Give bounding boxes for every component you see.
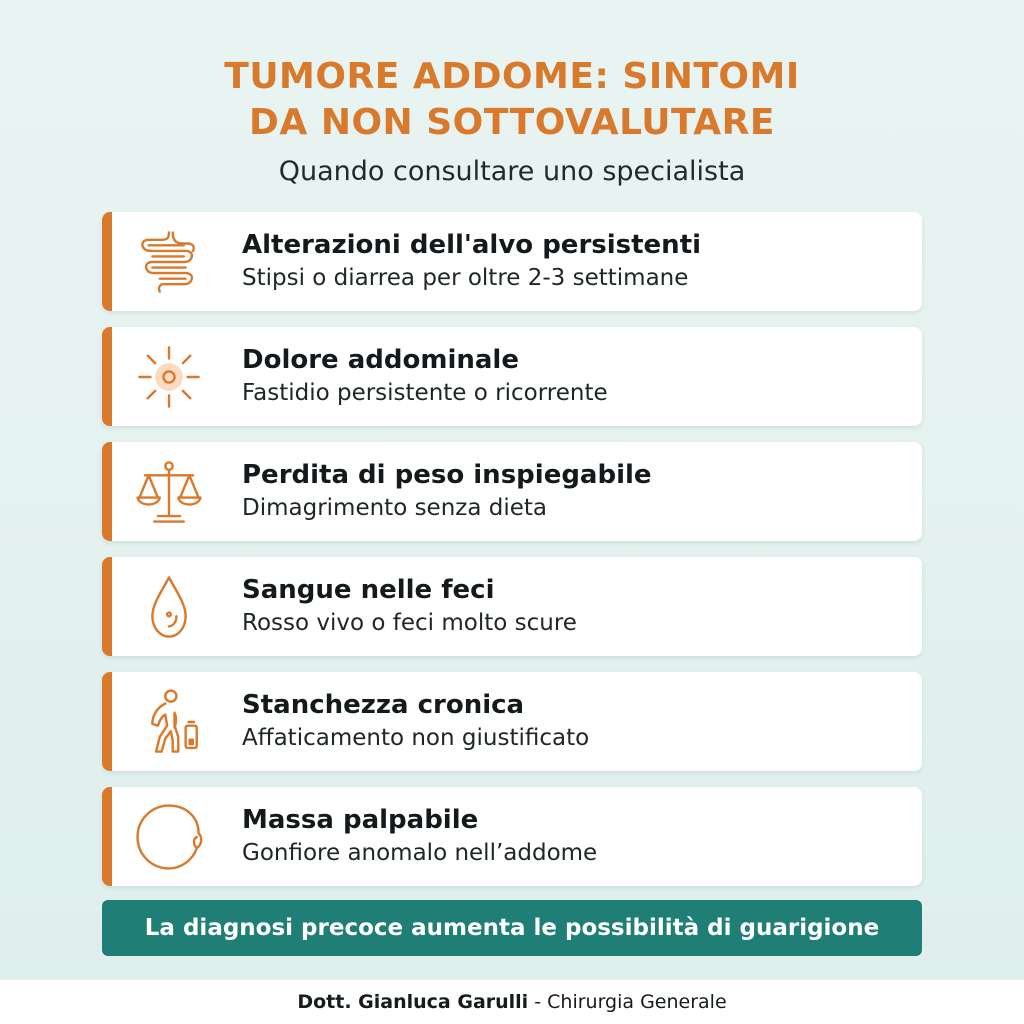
tired-person-battery-icon (132, 685, 206, 759)
card-accent-bar (102, 787, 112, 886)
footer-role: Chirurgia Generale (547, 991, 727, 1013)
symptom-description: Stipsi o diarrea per oltre 2-3 settimane (242, 265, 689, 291)
page-subtitle: Quando consultare uno specialista (278, 156, 746, 187)
symptom-card-massa (102, 787, 922, 886)
symptom-card-dolore (102, 327, 922, 426)
symptom-card-peso (102, 442, 922, 541)
card-text (242, 229, 910, 294)
footer-author: Dott. Gianluca Garulli (297, 991, 529, 1013)
symptom-list (102, 212, 922, 902)
symptom-title: Dolore addominale (242, 345, 519, 375)
symptom-description: Dimagrimento senza dieta (242, 495, 548, 521)
card-text (242, 344, 910, 409)
page-header (0, 54, 1024, 190)
page-title-line-1: TUMORE ADDOME: SINTOMI (224, 56, 800, 97)
card-accent-bar (102, 327, 112, 426)
card-accent-bar (102, 672, 112, 771)
card-text (242, 459, 910, 524)
mass-circle-icon (132, 800, 206, 874)
pain-burst-icon (132, 340, 206, 414)
footer-separator: - (528, 991, 548, 1013)
symptom-title: Massa palpabile (242, 805, 479, 835)
page-title-line-2: DA NON SOTTOVALUTARE (249, 102, 775, 143)
balance-scale-icon (132, 455, 206, 529)
card-accent-bar (102, 442, 112, 541)
page-title (0, 54, 1024, 146)
footer (0, 980, 1024, 1024)
card-text (242, 574, 910, 639)
symptom-description: Gonfiore anomalo nell’addome (242, 840, 598, 866)
symptom-title: Stanchezza cronica (242, 690, 525, 720)
card-text (242, 804, 910, 869)
intestine-icon (132, 225, 206, 299)
early-diagnosis-banner: La diagnosi precoce aumenta le possibilità di guarigione (102, 900, 922, 956)
card-text (242, 689, 910, 754)
symptom-title: Perdita di peso inspiegabile (242, 460, 652, 490)
symptom-title: Alterazioni dell'alvo persistenti (242, 230, 702, 260)
symptom-description: Rosso vivo o feci molto scure (242, 610, 577, 636)
symptom-card-alvo (102, 212, 922, 311)
symptom-card-stanchezza (102, 672, 922, 771)
card-accent-bar (102, 212, 112, 311)
symptom-description: Fastidio persistente o ricorrente (242, 380, 608, 406)
symptom-title: Sangue nelle feci (242, 575, 495, 605)
symptom-card-sangue (102, 557, 922, 656)
card-accent-bar (102, 557, 112, 656)
blood-drop-icon (132, 570, 206, 644)
symptom-description: Affaticamento non giustificato (242, 725, 590, 751)
